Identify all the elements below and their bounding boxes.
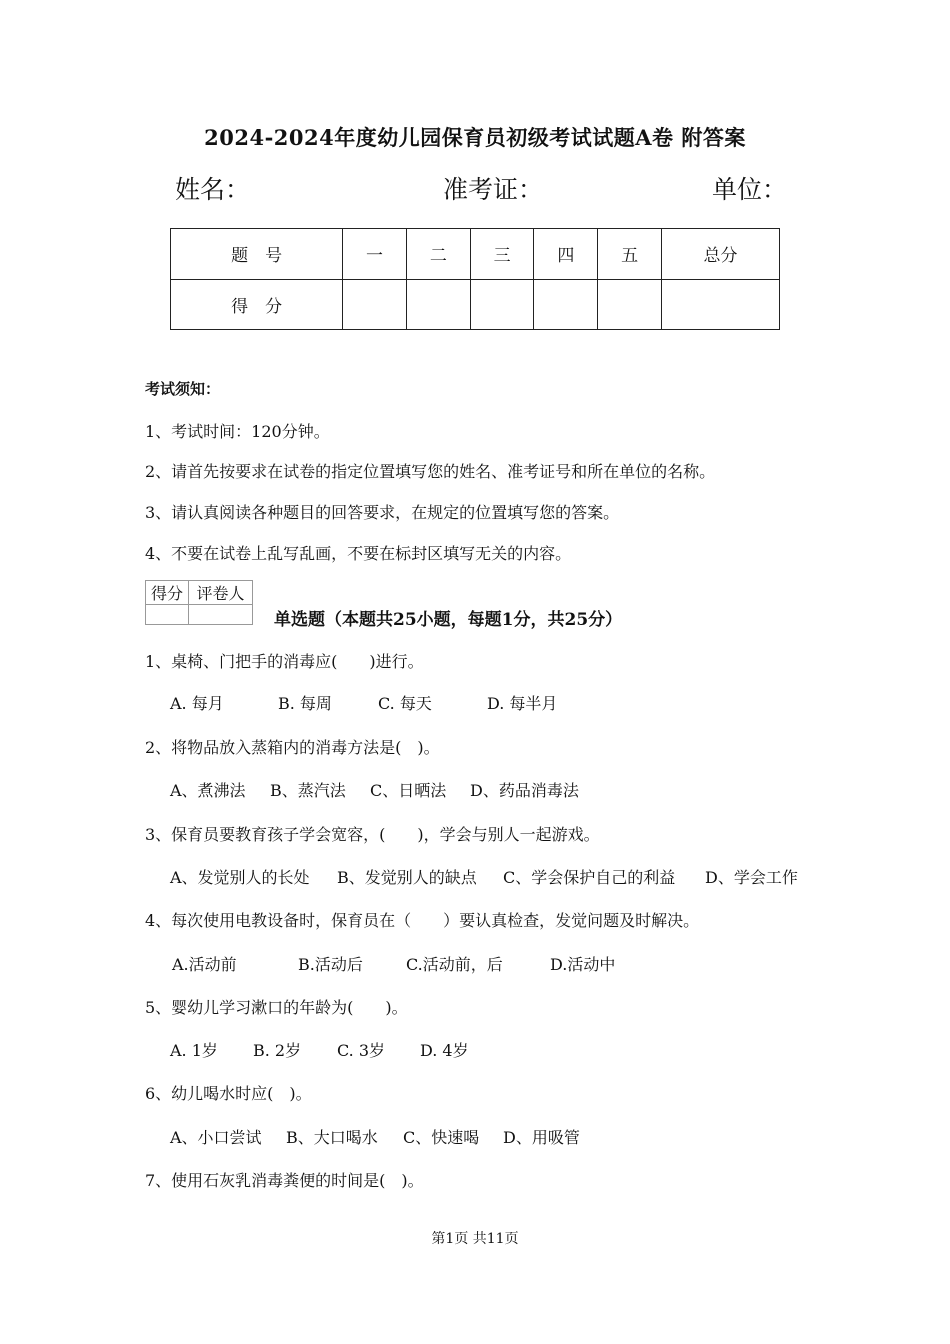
option-d: D. 4岁 (420, 1041, 469, 1060)
page-footer: 第1页 共11页 (431, 1231, 519, 1247)
option-a: A. 1岁 (170, 1041, 218, 1060)
option-b: B. 2岁 (253, 1041, 302, 1060)
score-entry-cell[interactable] (534, 279, 598, 330)
score-table-cell: 题 号 (171, 229, 343, 280)
exam-number-field-label: 准考证： (443, 175, 544, 204)
score-entry-cell[interactable] (470, 279, 534, 330)
option-a: A、煮沸法 (170, 781, 246, 800)
option-c: C、学会保护自己的利益 (503, 868, 676, 887)
question-text: 1、桌椅、门把手的消毒应( )进行。 (145, 652, 424, 671)
option-b: B.活动后 (298, 955, 363, 974)
score-table-cell: 四 (534, 229, 598, 280)
option-a: A. 每月 (170, 694, 224, 713)
option-c: C. 每天 (378, 694, 432, 713)
option-d: D. 每半月 (487, 694, 558, 713)
option-b: B. 每周 (278, 694, 332, 713)
document-title: 2024-2024年度幼儿园保育员初级考试试题A卷 附答案 (204, 125, 746, 150)
option-d: D、学会工作 (705, 868, 798, 887)
question-text: 3、保育员要教育孩子学会宽容，( )，学会与别人一起游戏。 (145, 825, 600, 844)
option-a: A.活动前 (172, 955, 237, 974)
score-entry-cell[interactable] (662, 279, 780, 330)
question-text: 2、将物品放入蒸箱内的消毒方法是( )。 (145, 738, 440, 757)
score-table-cell: 二 (406, 229, 470, 280)
section-title: 单选题（本题共25小题，每题1分，共25分） (274, 610, 623, 630)
option-d: D、药品消毒法 (470, 781, 579, 800)
question-text: 4、每次使用电教设备时，保育员在（ ）要认真检查，发觉问题及时解决。 (145, 911, 700, 930)
score-table-header-row (171, 229, 780, 280)
score-table-cell: 三 (470, 229, 534, 280)
notes-heading: 考试须知： (145, 380, 221, 398)
option-d: D、用吸管 (503, 1128, 580, 1147)
notes-item: 2、请首先按要求在试卷的指定位置填写您的姓名、准考证号和所在单位的名称。 (145, 462, 716, 481)
score-table-cell: 五 (598, 229, 662, 280)
grader-box (145, 580, 253, 625)
grader-box-grader-label: 评卷人 (189, 581, 253, 605)
option-d: D.活动中 (550, 955, 616, 974)
option-c: C、日晒法 (370, 781, 447, 800)
option-b: B、大口喝水 (286, 1128, 378, 1147)
grader-box-grader-cell[interactable] (189, 605, 253, 625)
option-a: A、小口尝试 (170, 1128, 262, 1147)
score-entry-cell[interactable] (343, 279, 407, 330)
score-table-cell: 总分 (662, 229, 780, 280)
unit-field-label: 单位： (712, 175, 788, 204)
score-entry-cell[interactable] (406, 279, 470, 330)
score-table-score-row (171, 279, 780, 330)
name-field-label: 姓名： (175, 175, 251, 204)
question-text: 6、幼儿喝水时应( )。 (145, 1084, 312, 1103)
option-c: C.活动前，后 (406, 955, 503, 974)
score-table-cell: 得 分 (171, 279, 343, 330)
option-b: B、蒸汽法 (270, 781, 346, 800)
grader-box-score-label: 得分 (146, 581, 189, 605)
question-text: 7、使用石灰乳消毒粪便的时间是( )。 (145, 1171, 424, 1190)
option-a: A、发觉别人的长处 (170, 868, 310, 887)
score-entry-cell[interactable] (598, 279, 662, 330)
grader-box-score-cell[interactable] (146, 605, 189, 625)
score-table (170, 228, 780, 330)
notes-item: 1、考试时间：120分钟。 (145, 422, 330, 441)
option-c: C. 3岁 (337, 1041, 386, 1060)
notes-item: 3、请认真阅读各种题目的回答要求，在规定的位置填写您的答案。 (145, 503, 620, 522)
question-text: 5、婴幼儿学习漱口的年龄为( )。 (145, 998, 408, 1017)
notes-item: 4、不要在试卷上乱写乱画，不要在标封区填写无关的内容。 (145, 544, 572, 563)
score-table-cell: 一 (343, 229, 407, 280)
option-c: C、快速喝 (403, 1128, 480, 1147)
option-b: B、发觉别人的缺点 (337, 868, 477, 887)
